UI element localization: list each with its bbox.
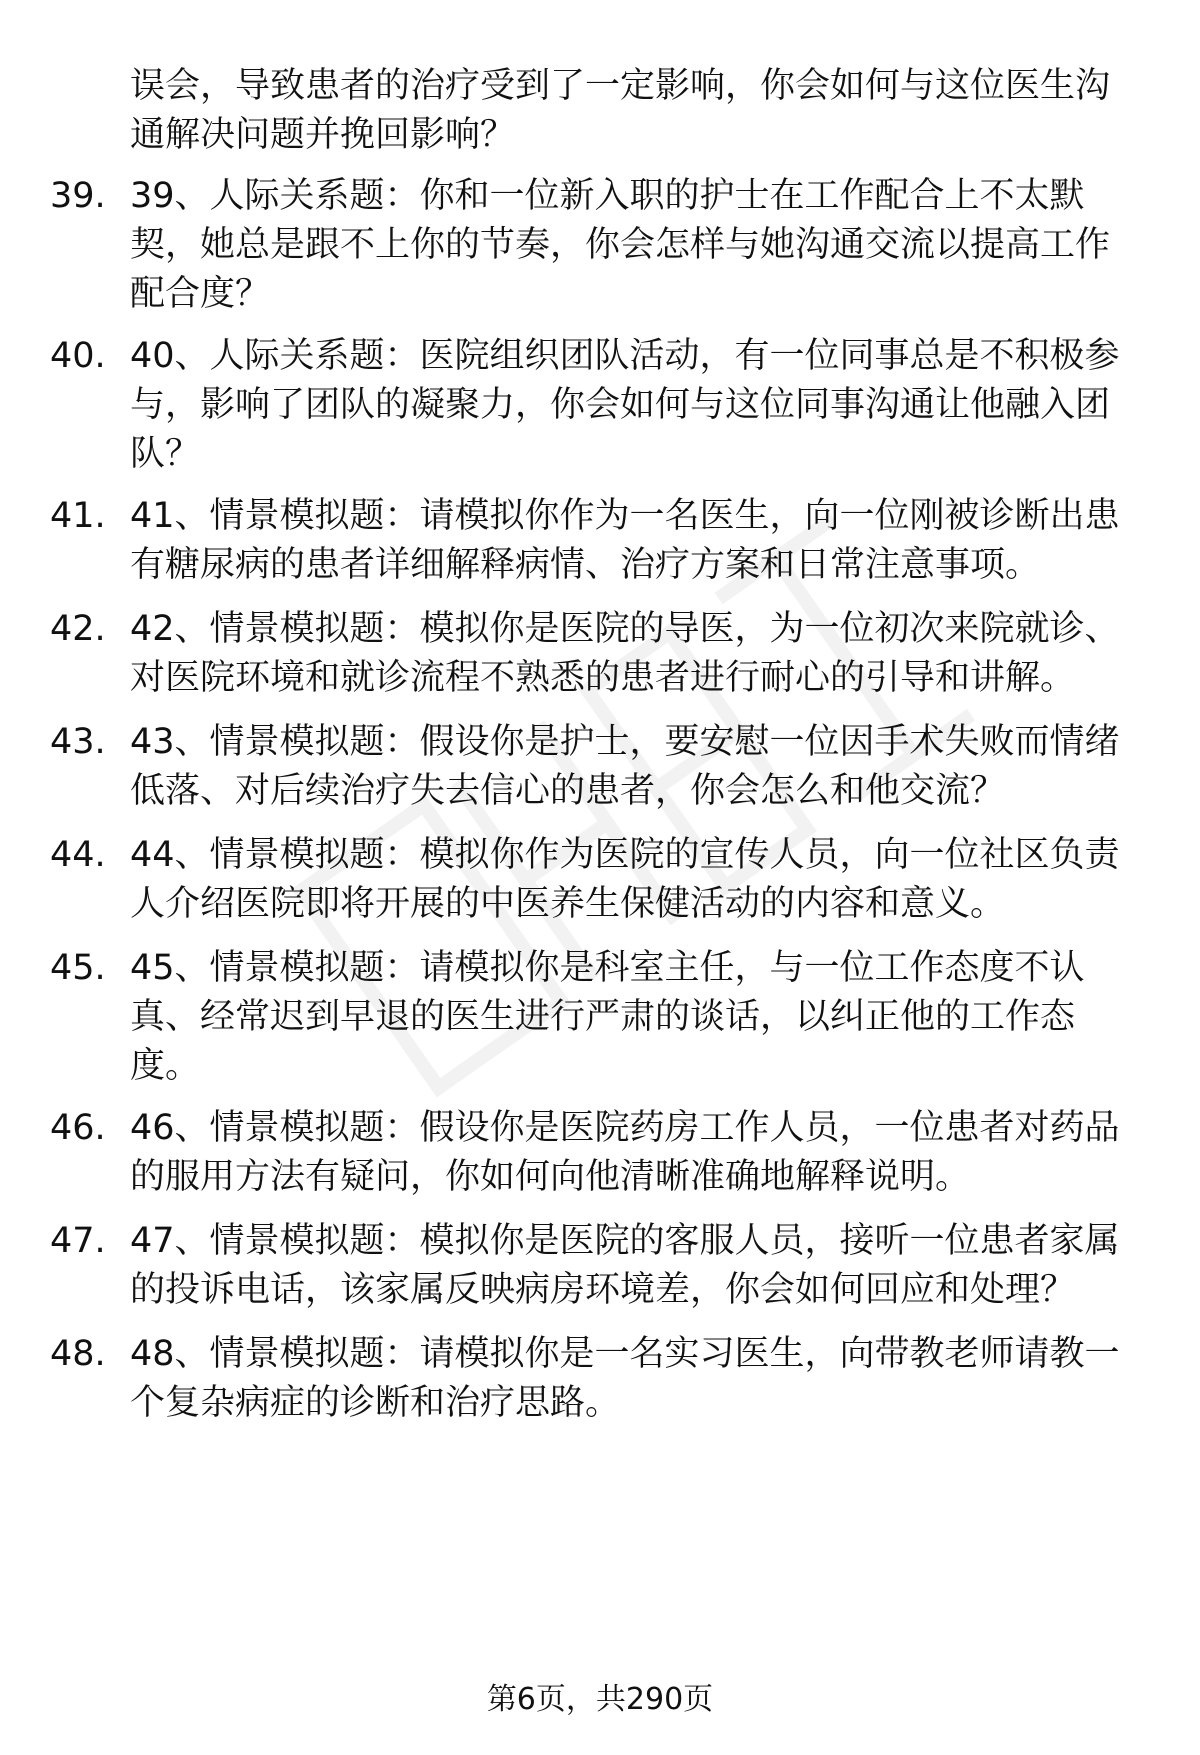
- list-item-text: 41、情景模拟题：请模拟你作为一名医生，向一位刚被诊断出患有糖尿病的患者详细解释病情、治疗方案和日常注意事项。: [130, 496, 1120, 585]
- list-item-text: 47、情景模拟题：模拟你是医院的客服人员，接听一位患者家属的投诉电话，该家属反映病房环境差，你会如何回应和处理？: [130, 1221, 1120, 1310]
- list-item-number: 47.: [50, 1221, 106, 1261]
- list-item-number: 39.: [50, 176, 106, 216]
- list-item-number: 46.: [50, 1108, 106, 1148]
- continued-question-text: 误会，导致患者的治疗受到了一定影响，你会如何与这位医生沟通解决问题并挽回影响？: [130, 66, 1111, 155]
- list-item-text: 46、情景模拟题：假设你是医院药房工作人员，一位患者对药品的服用方法有疑问，你如何向他清晰准确地解释说明。: [130, 1108, 1120, 1197]
- page-footer: 第6页，共290页: [486, 1682, 714, 1717]
- list-item-text: 45、情景模拟题：请模拟你是科室主任，与一位工作态度不认真、经常迟到早退的医生进行严肃的谈话，以纠正他的工作态度。: [130, 948, 1085, 1086]
- list-item-number: 41.: [50, 496, 106, 536]
- list-item-text: 40、人际关系题：医院组织团队活动，有一位同事总是不积极参与，影响了团队的凝聚力，你会如何与这位同事沟通让他融入团队？: [130, 336, 1120, 474]
- list-item-number: 45.: [50, 948, 106, 988]
- list-item-number: 44.: [50, 835, 106, 875]
- list-item-text: 39、人际关系题：你和一位新入职的护士在工作配合上不太默契，她总是跟不上你的节奏，你会怎样与她沟通交流以提高工作配合度？: [130, 176, 1111, 314]
- list-item-number: 43.: [50, 722, 106, 762]
- list-item-number: 48.: [50, 1334, 106, 1374]
- list-item-text: 44、情景模拟题：模拟你作为医院的宣传人员，向一位社区负责人介绍医院即将开展的中医养生保健活动的内容和意义。: [130, 835, 1120, 924]
- list-item-number: 42.: [50, 609, 106, 649]
- list-item-number: 40.: [50, 336, 106, 376]
- list-item-text: 43、情景模拟题：假设你是护士，要安慰一位因手术失败而情绪低落、对后续治疗失去信心的患者，你会怎么和他交流？: [130, 722, 1120, 811]
- list-item-text: 48、情景模拟题：请模拟你是一名实习医生，向带教老师请教一个复杂病症的诊断和治疗思路。: [130, 1334, 1120, 1423]
- list-item-text: 42、情景模拟题：模拟你是医院的导医，为一位初次来院就诊、对医院环境和就诊流程不熟悉的患者进行耐心的引导和讲解。: [130, 609, 1120, 698]
